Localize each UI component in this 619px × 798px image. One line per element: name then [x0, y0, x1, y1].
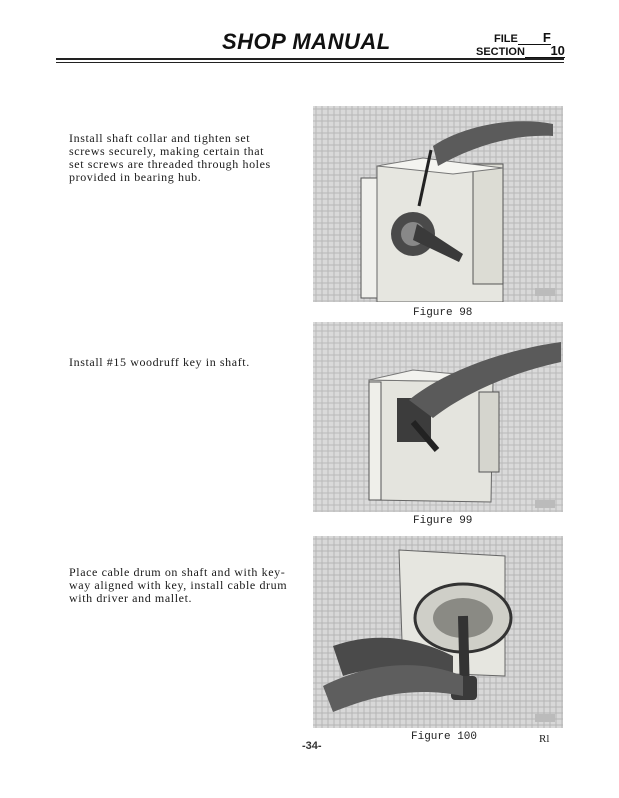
page-title [222, 29, 391, 55]
section-value: 10 [525, 45, 565, 58]
file-field [494, 32, 551, 45]
header-rule-thick [56, 58, 564, 60]
figure-98-photo [313, 106, 563, 302]
figure-99-caption: Figure 99 [413, 515, 473, 527]
figure-100-caption: Figure 100 [411, 731, 478, 743]
title-shop: SHOP [222, 29, 287, 54]
step-3-text: Place cable drum on shaft and with key- way aligned with key, install cable drum with driver and mallet. [69, 565, 288, 605]
step-2-text: Install #15 woodruff key in shaft. [69, 355, 250, 369]
section-label: SECTION [476, 46, 525, 58]
step-1-text: Install shaft collar and tighten set screws securely, making certain that set screws are threaded through holes provided in bearing hub. [69, 131, 271, 184]
figure-100-photo [313, 536, 563, 728]
figure-99-photo [313, 322, 563, 512]
revision-mark: Rl [539, 733, 550, 745]
title-manual: MANUAL [292, 29, 391, 54]
file-value: F [518, 32, 551, 45]
page-number: -34- [302, 740, 322, 752]
section-field [476, 45, 565, 58]
header-rule-thin [56, 62, 564, 63]
figure-98-caption: Figure 98 [413, 307, 473, 319]
file-label: FILE [494, 33, 518, 45]
